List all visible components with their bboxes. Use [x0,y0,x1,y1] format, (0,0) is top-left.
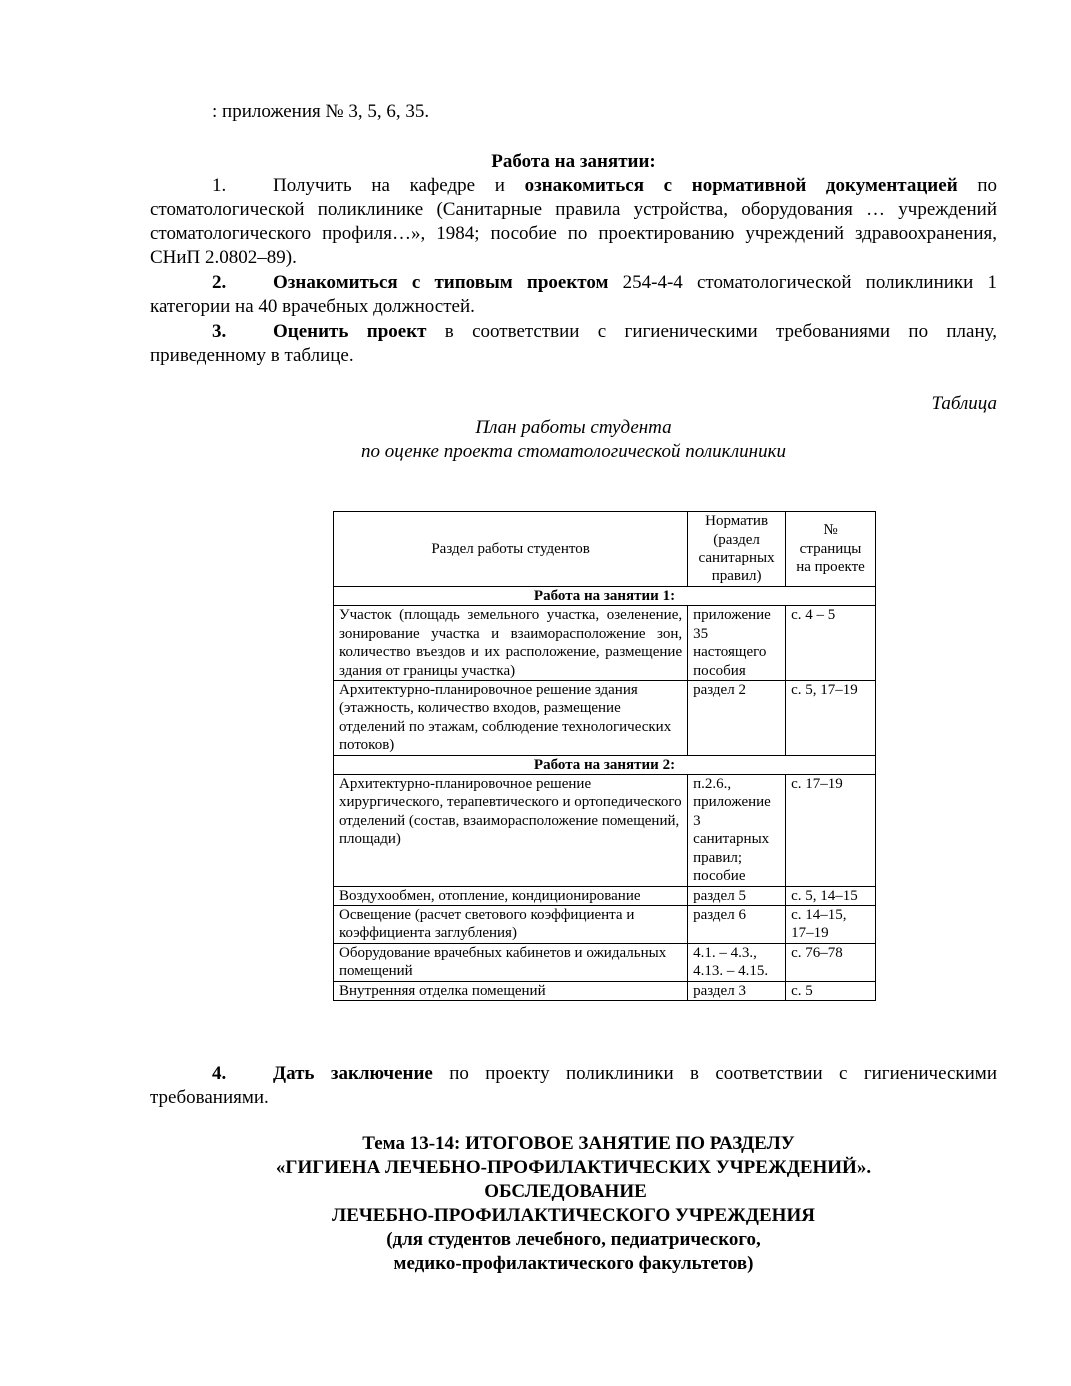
cell-norm: 4.1. – 4.3., 4.13. – 4.15. [688,943,786,981]
item-2: 2. Ознакомиться с типовым проектом 254-4-4 стоматологической поликлиники 1 категории на 40 врачебных должностей. [150,272,997,317]
cell-page: с. 5 [786,981,876,1000]
topic-heading [150,1132,997,1276]
cell-page: с. 76–78 [786,943,876,981]
cell-norm: раздел 3 [688,981,786,1000]
header-norm: Норматив (раздел санитарных правил) [688,512,786,587]
item-3: 3. Оценить проект в соответствии с гигиеническими требованиями по плану, приведенному в таблице. [150,321,997,366]
cell-page: с. 14–15, 17–19 [786,905,876,943]
item-1: 1. Получить на кафедре и ознакомиться с нормативной документацией по стоматологической поликлинике (Санитарные правила устройства, оборудования … учреждений стоматологического профиля…», 1984; пособие по проектированию учреждений здравоохранения, СНиП 2.0802–89). [150,175,997,268]
cell-norm: раздел 2 [688,681,786,756]
item-3-bold: Оценить проект [273,321,427,342]
work-heading: Работа на занятии: [491,151,656,172]
cell-section: Архитектурно-планировочное решение здания (этажность, количество входов, размещение отделений по этажам, соблюдение технологических потоков) [334,681,688,756]
cell-section: Воздухообмен, отопление, кондиционирование [334,886,688,905]
topic-line-2: «ГИГИЕНА ЛЕЧЕБНО-ПРОФИЛАКТИЧЕСКИХ УЧРЕЖДЕНИЙ». [275,1157,872,1178]
table-row [334,943,876,981]
item-4-number: 4. [212,1063,227,1084]
item-3-number: 3. [212,321,227,342]
cell-page: с. 4 – 5 [786,606,876,681]
cell-page: с. 5, 14–15 [786,886,876,905]
cell-norm: раздел 6 [688,905,786,943]
table-header-row [334,512,876,587]
table-title-line-1: План работы студента [475,417,672,438]
cell-section: Освещение (расчет светового коэффициента и коэффициента заглубления) [334,905,688,943]
table-row [334,775,876,886]
cell-norm: приложение 35 настоящего пособия [688,606,786,681]
cell-section: Внутренняя отделка помещений [334,981,688,1000]
cell-norm: п.2.6., приложение 3 санитарных правил; пособие [688,775,786,886]
item-2-bold: Ознакомиться с типовым проектом [273,272,609,293]
section-row-2 [334,755,876,774]
item-1-bold: ознакомиться с нормативной документацией [524,175,958,196]
section-heading-1: Работа на занятии 1: [334,587,876,606]
topic-line-6: медико-профилактического факультетов) [393,1253,754,1274]
table-row [334,905,876,943]
table-label: Таблица [931,393,997,414]
topic-line-3: ОБСЛЕДОВАНИЕ [484,1181,647,1202]
header-section: Раздел работы студентов [334,512,688,587]
cell-section: Участок (площадь земельного участка, озеленение, зонирование участка и взаиморасположение зон, количество въездов и их расположение, размещение здания от границы участка) [334,606,688,681]
header-page: № страницы на проекте [786,512,876,587]
table-row [334,981,876,1000]
topic-line-4: ЛЕЧЕБНО-ПРОФИЛАКТИЧЕСКОГО УЧРЕЖДЕНИЯ [332,1205,815,1226]
table-row [334,681,876,756]
item-1-number: 1. [212,175,227,196]
item-4-bold: Дать заключение [273,1063,433,1084]
table-row [334,886,876,905]
section-row-1 [334,587,876,606]
cell-section: Оборудование врачебных кабинетов и ожидальных помещений [334,943,688,981]
cell-section: Архитектурно-планировочное решение хирургического, терапевтического и ортопедического отделений (состав, взаиморасположение помещений, площади) [334,775,688,886]
table-row [334,606,876,681]
plan-table [333,511,876,1001]
intro-line: : приложения № 3, 5, 6, 35. [212,101,430,122]
item-4: 4. Дать заключение по проекту поликлиники в соответствии с гигиеническими требованиями. [150,1063,997,1108]
section-heading-2: Работа на занятии 2: [334,755,876,774]
topic-line-5: (для студентов лечебного, педиатрического, [386,1229,761,1250]
item-2-number: 2. [212,272,227,293]
cell-norm: раздел 5 [688,886,786,905]
cell-page: с. 5, 17–19 [786,681,876,756]
cell-page: с. 17–19 [786,775,876,886]
table-title-line-2: по оценке проекта стоматологической поликлиники [361,441,786,462]
topic-line-1: Тема 13-14: ИТОГОВОЕ ЗАНЯТИЕ ПО РАЗДЕЛУ [362,1133,795,1154]
